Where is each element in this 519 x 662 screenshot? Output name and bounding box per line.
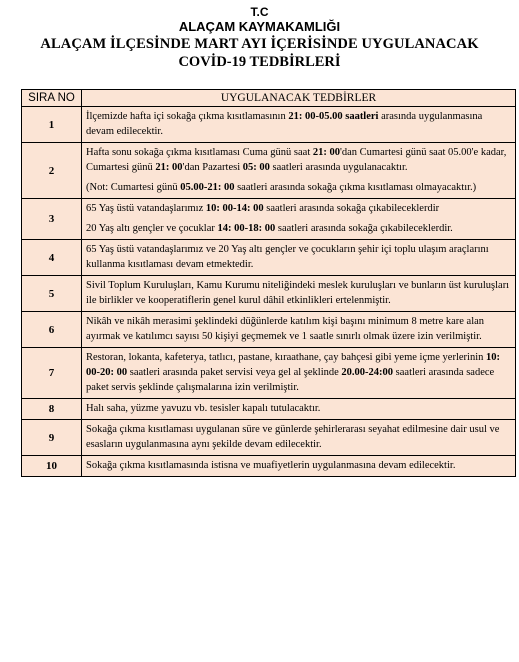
- measure-text: saatleri arasında sadece paket servis şeklinde çalışmalarına izin verilmiştir.: [86, 367, 495, 393]
- emphasized-time: 14: 00-18: 00: [217, 223, 276, 234]
- row-measure: [82, 199, 516, 240]
- measure-text: saatleri arasında sokağa çıkabileceklerdir: [263, 203, 440, 214]
- measure-paragraph: [86, 145, 511, 175]
- header-kaymakamlik: ALAÇAM KAYMAKAMLIĞI: [178, 19, 341, 34]
- table-row: [22, 143, 516, 199]
- table-row: [22, 240, 516, 276]
- table-row: [22, 456, 516, 477]
- measure-paragraph: [86, 314, 511, 344]
- table-row: [22, 199, 516, 240]
- emphasized-time: 21: 00-05.00 saatleri: [288, 111, 379, 122]
- row-number: 9: [22, 420, 82, 456]
- row-measure: [82, 348, 516, 399]
- measure-paragraph: [86, 278, 511, 308]
- document-title-line1: ALAÇAM İLÇESİNDE MART AYI İÇERİSİNDE UYGULANACAK: [40, 36, 479, 52]
- row-number: 2: [22, 143, 82, 199]
- emphasized-time: 21: 00: [312, 147, 340, 158]
- measures-table: [21, 89, 516, 477]
- measure-paragraph: [86, 350, 511, 395]
- emphasized-time: 20.00-24:00: [341, 367, 394, 378]
- emphasized-time: 10: 00-14: 00: [205, 203, 264, 214]
- table-row: [22, 420, 516, 456]
- table-row: [22, 312, 516, 348]
- measure-text: İlçemizde hafta içi sokağa çıkma kısıtlamasının: [86, 111, 289, 122]
- measure-text: Sokağa çıkma kısıtlaması uygulanan süre ve günlerde şehirlerarası seyahat edilmesine dair usul ve esasların uygulanmasına aynı şekilde devam edilecektir.: [86, 424, 500, 450]
- measure-paragraph: [86, 401, 511, 416]
- table-header-row: [22, 90, 516, 107]
- row-number: 10: [22, 456, 82, 477]
- emphasized-time: 21: 00: [155, 162, 183, 173]
- measure-paragraph: [86, 242, 511, 272]
- measure-text: (Not: Cumartesi günü: [86, 182, 181, 193]
- row-number: 1: [22, 107, 82, 143]
- measure-paragraph: [86, 201, 511, 216]
- row-measure: [82, 312, 516, 348]
- measure-text: Halı saha, yüzme yavuzu vb. tesisler kapalı tutulacaktır.: [86, 403, 321, 414]
- column-header-no: SIRA NO: [22, 90, 82, 107]
- measure-text: 65 Yaş üstü vatandaşlarımız ve 20 Yaş altı gençler ve çocukların şehir içi toplu ulaşım araçlarını kullanma kısıtlaması devam etmektedir.: [86, 244, 489, 270]
- document-header: [0, 0, 519, 71]
- row-number: 6: [22, 312, 82, 348]
- row-measure: [82, 456, 516, 477]
- measure-paragraph: [86, 180, 511, 195]
- measure-paragraph: [86, 109, 511, 139]
- measure-paragraph: [86, 422, 511, 452]
- row-number: 7: [22, 348, 82, 399]
- measure-text: Sokağa çıkma kısıtlamasında istisna ve muafiyetlerin uygulanmasına devam edilecektir.: [86, 460, 456, 471]
- measure-text: 65 Yaş üstü vatandaşlarımız: [86, 203, 206, 214]
- row-measure: [82, 420, 516, 456]
- column-header-measures: UYGULANACAK TEDBİRLER: [82, 90, 516, 107]
- row-measure: [82, 143, 516, 199]
- measure-text: saatleri arasında sokağa çıkma kısıtlaması olmayacaktır.): [234, 182, 477, 193]
- measure-text: Nikâh ve nikâh merasimi şeklindeki düğünlerde katılım kişi başını minimum 8 metre kare alan ayırmak ve katılımcı sayısı 50 kişiyi geçmemek ve 1 saatle sınırlı olmak üzere izin verilmiştir.: [86, 316, 485, 342]
- header-tc: T.C: [250, 5, 269, 19]
- emphasized-time: 05: 00: [242, 162, 270, 173]
- table-row: [22, 348, 516, 399]
- measure-text: saatleri arasında uygulanacaktır.: [269, 162, 408, 173]
- table-body: [22, 107, 516, 477]
- emphasized-time: 10: 00-20: 00: [86, 352, 500, 378]
- row-number: 4: [22, 240, 82, 276]
- measure-text: saatleri arasında paket servisi veya gel al şeklinde: [127, 367, 342, 378]
- measure-text: 'dan Cumartesi günü saat 05.00'e kadar, Cumartesi günü: [86, 147, 507, 173]
- measure-text: Sivil Toplum Kuruluşları, Kamu Kurumu niteliğindeki meslek kuruluşları ve bunların üst kuruluşları ile birlikler ve kooperatiflerin genel kurul dâhil etkinlikleri ertelenmiştir.: [86, 280, 510, 306]
- emphasized-time: 05.00-21: 00: [180, 182, 235, 193]
- row-number: 8: [22, 399, 82, 420]
- measure-paragraph: [86, 221, 511, 236]
- measure-text: arasında uygulanmasına devam edilecektir.: [86, 111, 483, 137]
- row-measure: [82, 399, 516, 420]
- measure-text: 'dan Pazartesi: [182, 162, 243, 173]
- measure-text: Hafta sonu sokağa çıkma kısıtlaması Cuma günü saat: [86, 147, 313, 158]
- table-row: [22, 399, 516, 420]
- row-number: 5: [22, 276, 82, 312]
- measure-paragraph: [86, 458, 511, 473]
- measure-text: Restoran, lokanta, kafeterya, tatlıcı, pastane, kıraathane, çay bahçesi gibi yeme içme yerlerinin: [86, 352, 486, 363]
- table-row: [22, 276, 516, 312]
- measure-text: saatleri arasında sokağa çıkabileceklerdir.: [275, 223, 453, 234]
- measure-text: 20 Yaş altı gençler ve çocuklar: [86, 223, 218, 234]
- row-measure: [82, 107, 516, 143]
- row-measure: [82, 240, 516, 276]
- table-row: [22, 107, 516, 143]
- row-measure: [82, 276, 516, 312]
- document-title-line2: COVİD-19 TEDBİRLERİ: [178, 54, 341, 70]
- row-number: 3: [22, 199, 82, 240]
